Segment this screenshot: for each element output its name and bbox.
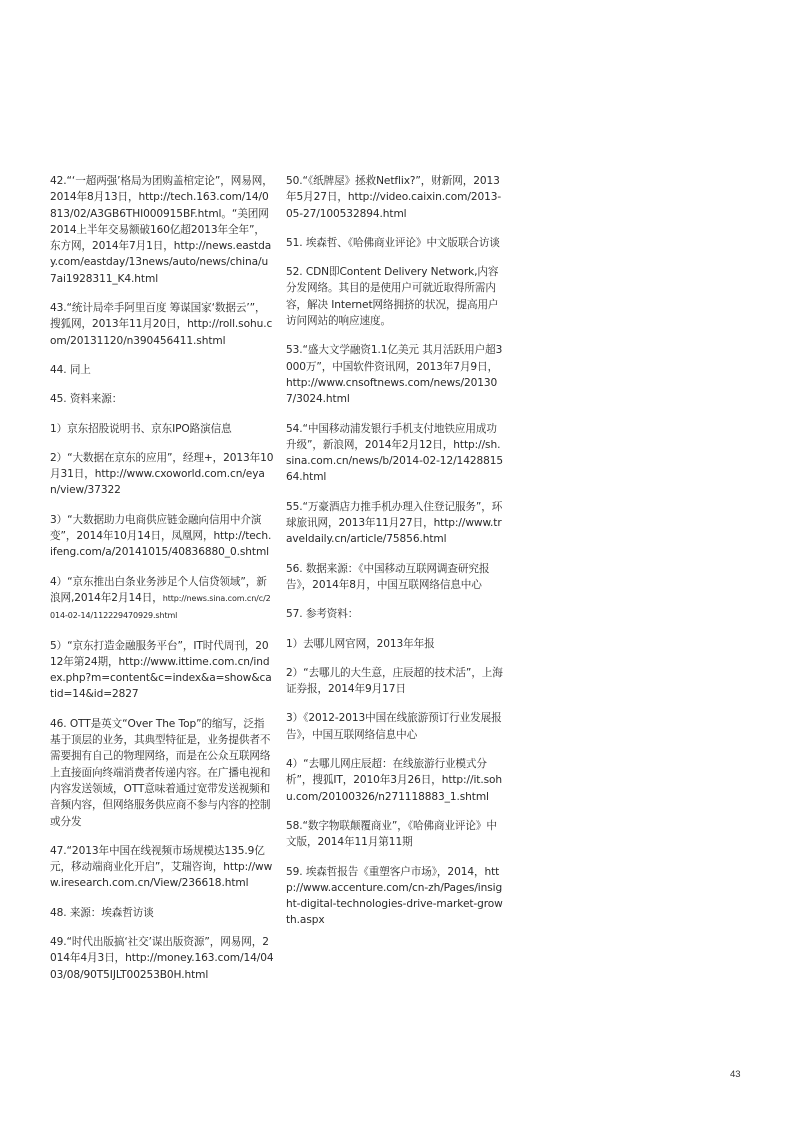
note-47: 47.“2013年中国在线视频市场规模达135.9亿元，移动端商业化开启”，艾瑞咨询，http://www.iresearch.com.cn/View/236618.html: [50, 844, 273, 890]
note-45-5: 5）“京东打造金融服务平台”，IT时代周刊，2012年第24期，http://www.ittime.com.cn/index.php?m=content&c=index&a=show&catid=14&id=2827: [50, 639, 272, 701]
note-59: 59. 埃森哲报告《重塑客户市场》，2014，http://www.accenture.com/cn-zh/Pages/insight-digital-technologies-drive-market-growth.aspx: [286, 865, 503, 927]
note-44: 44. 同上: [50, 363, 91, 376]
note-56: 56. 数据来源：《中国移动互联网调查研究报告》，2014年8月，中国互联网络信息中心: [286, 562, 490, 591]
note-43: 43.“统计局牵手阿里百度 筹谋国家‘数据云’”，搜狐网，2013年11月20日，http://roll.sohu.com/20131120/n390456411.shtml: [50, 302, 273, 347]
note-58: 58.“数字物联颠覆商业”，《哈佛商业评论》中文版，2014年11月第11期: [286, 819, 497, 849]
left-column: [50, 173, 274, 996]
note-53: 53.“盛大文学融资1.1亿美元 其月活跃用户超3000万”，中国软件资讯网，2013年7月9日，http://www.cnsoftnews.com/news/201307/3024.html: [286, 344, 503, 406]
note-57-2: 2）“去哪儿的大生意，庄辰超的技术活”，上海证券报，2014年9月17日: [286, 666, 503, 696]
note-49: 49.“时代出版搞‘社交’谋出版资源”，网易网，2014年4月3日，http://money.163.com/14/0403/08/90T5IJLT00253B0H.html: [50, 935, 274, 981]
note-42: 42.“‘一超两强’格局为团购盖棺定论”，网易网，2014年8月13日，http://tech.163.com/14/0813/02/A3GB6THI000915BF.html。“美团网2014上半年交易额破160亿超2013年全年”，东方网，2014年7月1日，http://news.eastday.com/eastday/13news/auto/news/china/u7ai1928311_K4.html: [50, 175, 273, 285]
note-57-1: 1）去哪儿网官网，2013年年报: [286, 637, 435, 650]
page-number: 43: [730, 1069, 741, 1080]
note-46: 46. OTT是英文“Over The Top”的缩写，泛指基于顶层的业务，其典型特征是，业务提供者不需要拥有自己的物理网络，而是在公众互联网络上直接面向终端消费者传递内容。在广播电视和内容发送领域，OTT意味着通过宽带发送视频和音频内容，但网络服务供应商不参与内容的控制或分发: [50, 717, 271, 828]
note-54: 54.“中国移动浦发银行手机支付地铁应用成功升级”，新浪网，2014年2月12日，http://sh.sina.com.cn/news/b/2014-02-12/142881564.html: [286, 422, 504, 484]
note-51: 51. 埃森哲、《哈佛商业评论》中文版联合访谈: [286, 236, 500, 249]
note-52: 52. CDN即Content Delivery Network,内容分发网络。其目的是使用户可就近取得所需内容，解决 Internet网络拥挤的状况，提高用户访问网站的响应速度。: [286, 266, 499, 328]
note-48: 48. 来源：埃森哲访谈: [50, 906, 154, 919]
note-45-2: 2）“大数据在京东的应用”，经理+，2013年10月31日，http://www.cxoworld.com.cn/eyan/view/37322: [50, 451, 274, 497]
note-45-4: [50, 574, 274, 625]
note-45: 45. 资料来源：: [50, 393, 123, 406]
note-55: 55.“万豪酒店力推手机办理入住登记服务”，环球旅讯网，2013年11月27日，http://www.traveldaily.cn/article/75856.html: [286, 500, 503, 546]
note-57: 57. 参考资料：: [286, 608, 359, 621]
note-45-1: 1）京东招股说明书、京东IPO路演信息: [50, 422, 232, 435]
note-57-4: 4）“去哪儿网庄辰超：在线旅游行业模式分析”，搜狐IT，2010年3月26日，http://it.sohu.com/20100326/n271118883_1.shtml: [286, 758, 503, 803]
note-45-4-main: 4）“京东推出白条业务涉足个人信贷领域”，新浪网,2014年2月14日，: [50, 575, 267, 604]
right-column: [286, 173, 504, 942]
note-45-3: 3）“大数据助力电商供应链金融向信用中介演变”，2014年10月14日，凤凰网，http://tech.ifeng.com/a/20141015/40836880_0.shtml: [50, 513, 272, 559]
note-50: 50.“《纸牌屋》拯救Netflix?”，财新网，2013年5月27日，http://video.caixin.com/2013-05-27/100532894.html: [286, 175, 502, 220]
note-57-3: 3）《2012-2013中国在线旅游预订行业发展报告》，中国互联网络信息中心: [286, 712, 502, 741]
note-45-4-url: http://news.sina.com.cn/c/2014-02-14/112229470929.shtml: [50, 593, 271, 621]
